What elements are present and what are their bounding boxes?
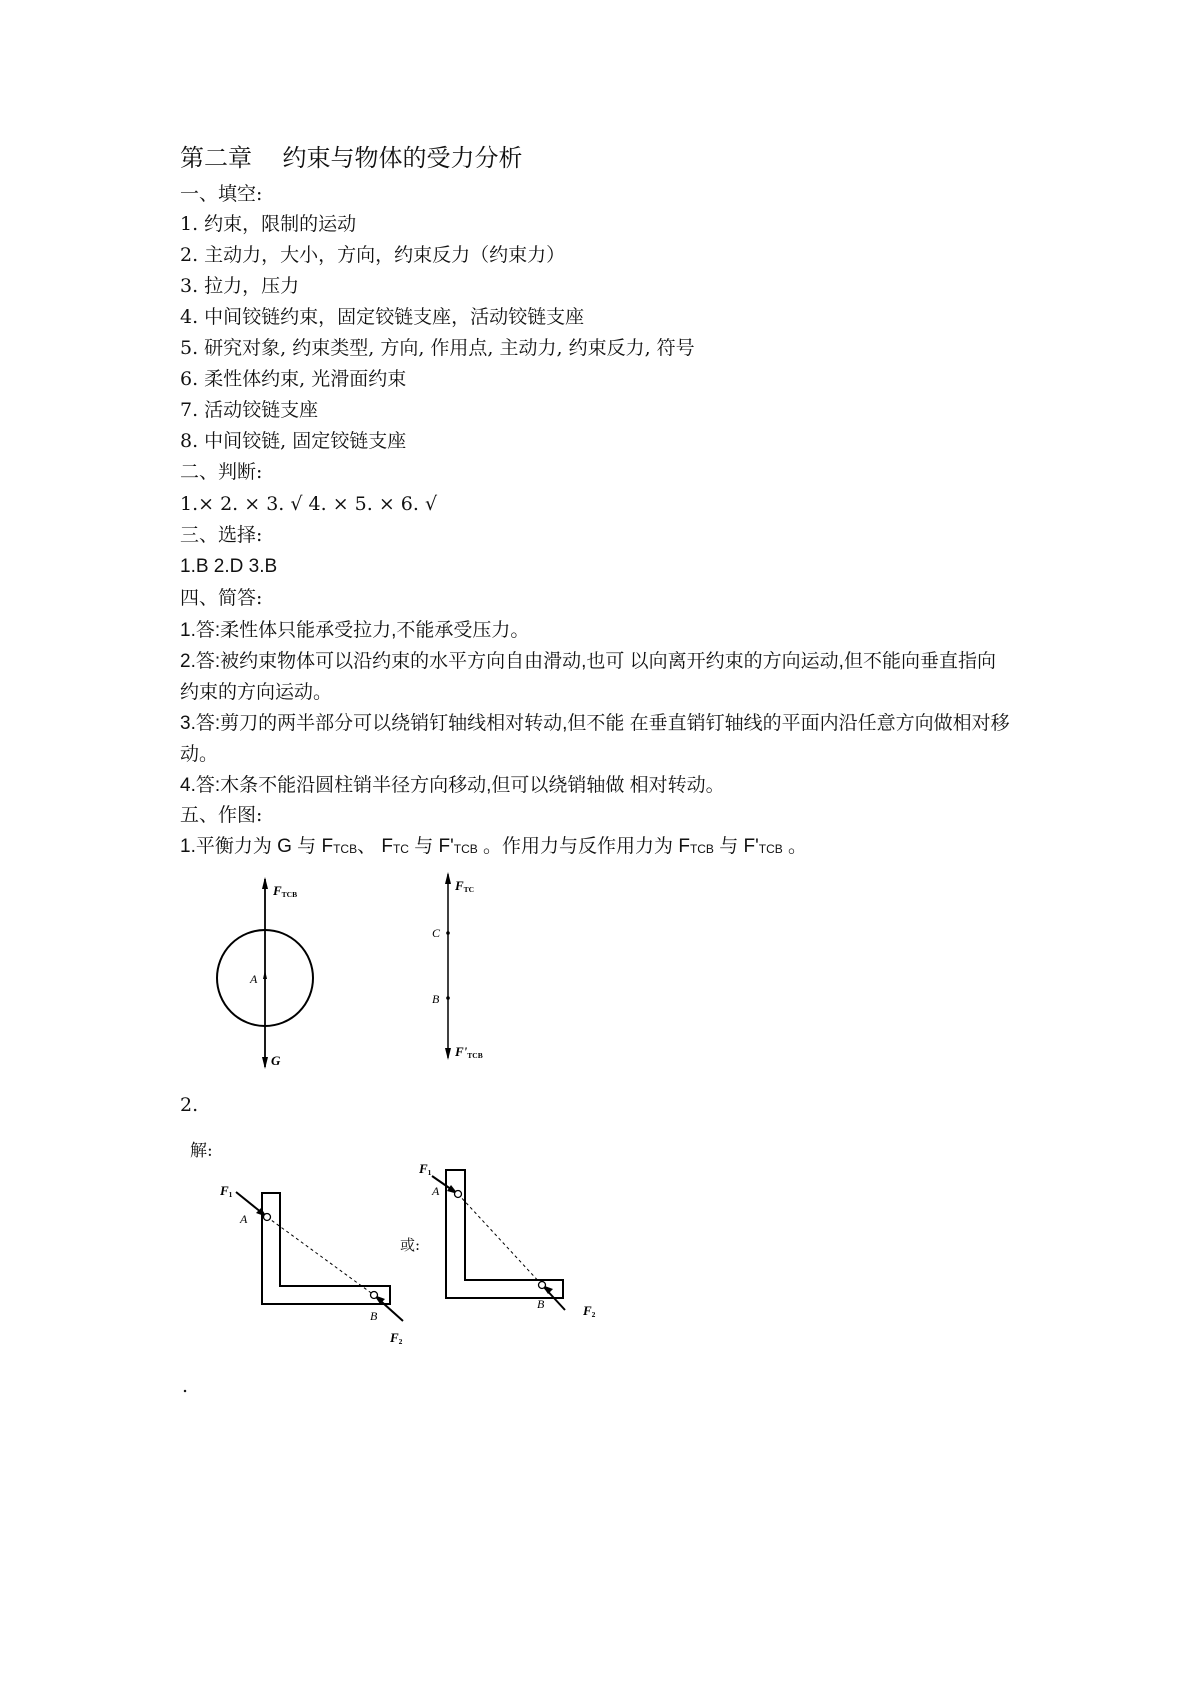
drawing-question-2-number: 2. (180, 1094, 199, 1116)
point-label-b: B (432, 992, 440, 1006)
force-label-ftcb: FTCB (273, 883, 298, 899)
pin-b (371, 1292, 378, 1299)
force-label-f1: F1 (419, 1161, 432, 1177)
solution-label: 解: (190, 1141, 213, 1161)
section-heading-fill-blank: 一、填空: (180, 183, 263, 205)
section-heading-choice: 三、选择: (180, 524, 263, 546)
diagram-l-bracket-1 (215, 1175, 415, 1355)
point-a-marker (263, 970, 267, 979)
point-label-a: A (240, 1212, 248, 1226)
short-answer-4: 4.答:木条不能沿圆柱销半径方向移动,但可以绕销轴做 相对转动。 (180, 775, 725, 796)
or-label: 或: (400, 1236, 421, 1254)
fill-answer-1: 1. 约束，限制的运动 (180, 213, 357, 235)
short-answer-2: 2.答:被约束物体可以沿约束的水平方向自由滑动,也可 以向离开约束的方向运动,但不能向垂直指向约束的方向运动。 (180, 651, 996, 703)
force-label-fprime-tcb: F'TCB (455, 1044, 483, 1060)
pin-a (455, 1191, 462, 1198)
short-answer-3: 3.答:剪刀的两半部分可以绕销钉轴线相对转动,但不能 在垂直销钉轴线的平面内沿任意方向做相对移动。 (180, 713, 1010, 765)
arrow-down-icon (262, 1057, 268, 1069)
section-heading-drawing: 五、作图: (180, 804, 263, 826)
chapter-title: 第二章 约束与物体的受力分析 (180, 144, 523, 172)
force-label-f1: F1 (220, 1183, 233, 1199)
point-label-a: A (250, 972, 258, 986)
fill-answer-6: 6. 柔性体约束, 光滑面约束 (180, 368, 407, 390)
fill-answer-5: 5. 研究对象, 约束类型, 方向, 作用点, 主动力, 约束反力, 符号 (180, 337, 695, 359)
arrow-down-icon (445, 1048, 451, 1060)
pin-a (264, 1214, 271, 1221)
point-label-a: A (432, 1184, 440, 1198)
section-heading-short-answer: 四、简答: (180, 587, 263, 609)
fill-answer-4: 4. 中间铰链约束，固定铰链支座，活动铰链支座 (180, 306, 585, 328)
point-label-b: B (537, 1297, 545, 1311)
diagram-circle-forces (205, 875, 325, 1075)
line-of-action (458, 1194, 542, 1285)
fill-answer-2: 2. 主动力，大小，方向，约束反力（约束力） (180, 244, 566, 266)
fill-answer-8: 8. 中间铰链, 固定铰链支座 (180, 430, 407, 452)
point-b-marker (446, 996, 450, 1000)
point-c-marker (446, 931, 450, 935)
force-label-f2: F2 (583, 1303, 596, 1319)
force-label-ftc: FTC (455, 878, 475, 894)
arrow-up-icon (445, 872, 451, 884)
force-label-f2: F2 (390, 1330, 403, 1346)
point-label-b: B (370, 1309, 378, 1323)
pin-b (539, 1282, 546, 1289)
l-bracket-outline (262, 1193, 390, 1304)
short-answer-1: 1.答:柔性体只能承受拉力,不能承受压力。 (180, 620, 530, 641)
line-of-action (267, 1217, 374, 1295)
judge-answers: 1.× 2. × 3. √ 4. × 5. × 6. √ (180, 493, 438, 515)
fill-answer-7: 7. 活动铰链支座 (180, 399, 319, 421)
point-label-c: C (432, 926, 441, 940)
arrow-up-icon (262, 877, 268, 889)
drawing-answer-1: 1.平衡力为 G 与 $F_{TCB}$、 $F_{TC}$ 与 $F'_{TCB}$ 。作用力与反作用力为 $F_{TCB}$ 与 $F'_{TCB}$ 。 (180, 836, 808, 857)
fill-answer-3: 3. 拉力，压力 (180, 275, 300, 297)
section-heading-judge: 二、判断: (180, 461, 263, 483)
end-mark: . (182, 1375, 189, 1397)
diagram-two-force-member (415, 870, 505, 1065)
diagram-l-bracket-2 (415, 1160, 615, 1335)
l-bracket-outline (446, 1170, 563, 1298)
choice-answers: 1.B 2.D 3.B (180, 556, 278, 577)
force-label-g: G (271, 1053, 281, 1068)
